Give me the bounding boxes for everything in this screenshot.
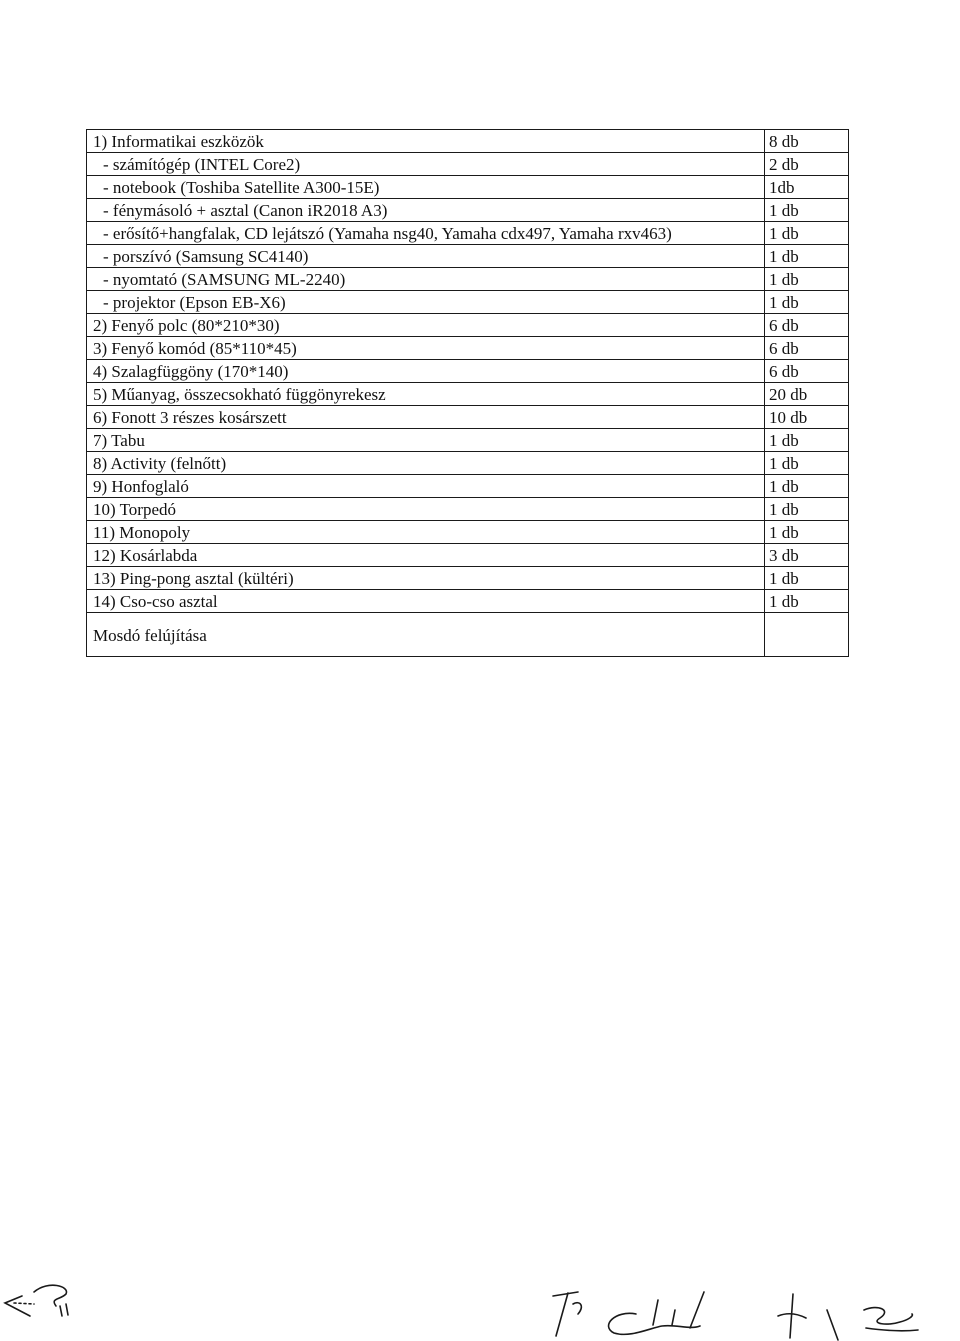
table-row <box>87 567 849 590</box>
quantity-cell: 8 db <box>765 130 849 153</box>
quantity-cell: 1 db <box>765 268 849 291</box>
item-cell: 7) Tabu <box>87 429 765 452</box>
quantity-cell <box>765 613 849 657</box>
item-cell: - erősítő+hangfalak, CD lejátszó (Yamaha nsg40, Yamaha cdx497, Yamaha rxv463) <box>87 222 765 245</box>
quantity-cell: 1 db <box>765 452 849 475</box>
signature-4 <box>864 1308 918 1331</box>
table-row <box>87 360 849 383</box>
table-row <box>87 176 849 199</box>
table-row <box>87 521 849 544</box>
item-cell: 6) Fonott 3 részes kosárszett <box>87 406 765 429</box>
table-row <box>87 199 849 222</box>
item-cell: 12) Kosárlabda <box>87 544 765 567</box>
handwritten-signatures <box>0 1270 960 1341</box>
table-row <box>87 429 849 452</box>
quantity-cell: 1 db <box>765 590 849 613</box>
signature-1 <box>553 1292 581 1336</box>
item-cell: 4) Szalagfüggöny (170*140) <box>87 360 765 383</box>
table-row <box>87 337 849 360</box>
quantity-cell: 10 db <box>765 406 849 429</box>
quantity-cell: 2 db <box>765 153 849 176</box>
table-row <box>87 613 849 657</box>
table-row <box>87 498 849 521</box>
item-cell: - számítógép (INTEL Core2) <box>87 153 765 176</box>
quantity-cell: 1 db <box>765 429 849 452</box>
table-row <box>87 475 849 498</box>
item-cell: 1) Informatikai eszközök <box>87 130 765 153</box>
item-cell: - porszívó (Samsung SC4140) <box>87 245 765 268</box>
inventory-table-body <box>87 130 849 657</box>
quantity-cell: 1 db <box>765 498 849 521</box>
signature-2 <box>609 1292 704 1334</box>
quantity-cell: 1 db <box>765 291 849 314</box>
item-cell: 11) Monopoly <box>87 521 765 544</box>
item-cell: 13) Ping-pong asztal (kültéri) <box>87 567 765 590</box>
table-row <box>87 222 849 245</box>
quantity-cell: 1 db <box>765 567 849 590</box>
item-cell: - notebook (Toshiba Satellite A300-15E) <box>87 176 765 199</box>
table-row <box>87 130 849 153</box>
quantity-cell: 1 db <box>765 222 849 245</box>
quantity-cell: 1 db <box>765 245 849 268</box>
table-row <box>87 406 849 429</box>
signature-3 <box>778 1294 838 1340</box>
table-row <box>87 245 849 268</box>
table-row <box>87 291 849 314</box>
table-row <box>87 544 849 567</box>
item-cell: 9) Honfoglaló <box>87 475 765 498</box>
table-row <box>87 314 849 337</box>
table-row <box>87 383 849 406</box>
item-cell: Mosdó felújítása <box>87 613 765 657</box>
quantity-cell: 1db <box>765 176 849 199</box>
item-cell: 10) Torpedó <box>87 498 765 521</box>
table-row <box>87 268 849 291</box>
item-cell: 2) Fenyő polc (80*210*30) <box>87 314 765 337</box>
quantity-cell: 6 db <box>765 360 849 383</box>
quantity-cell: 6 db <box>765 337 849 360</box>
item-cell: - fénymásoló + asztal (Canon iR2018 A3) <box>87 199 765 222</box>
item-cell: 14) Cso-cso asztal <box>87 590 765 613</box>
quantity-cell: 20 db <box>765 383 849 406</box>
quantity-cell: 3 db <box>765 544 849 567</box>
item-cell: 5) Műanyag, összecsokható függönyrekesz <box>87 383 765 406</box>
item-cell: 3) Fenyő komód (85*110*45) <box>87 337 765 360</box>
signature-area <box>0 1270 960 1341</box>
quantity-cell: 1 db <box>765 199 849 222</box>
item-cell: - projektor (Epson EB-X6) <box>87 291 765 314</box>
initials-left <box>5 1285 68 1316</box>
quantity-cell: 1 db <box>765 475 849 498</box>
inventory-table <box>86 129 849 657</box>
quantity-cell: 6 db <box>765 314 849 337</box>
quantity-cell: 1 db <box>765 521 849 544</box>
item-cell: 8) Activity (felnőtt) <box>87 452 765 475</box>
table-row <box>87 452 849 475</box>
table-row <box>87 153 849 176</box>
table-row <box>87 590 849 613</box>
item-cell: - nyomtató (SAMSUNG ML-2240) <box>87 268 765 291</box>
